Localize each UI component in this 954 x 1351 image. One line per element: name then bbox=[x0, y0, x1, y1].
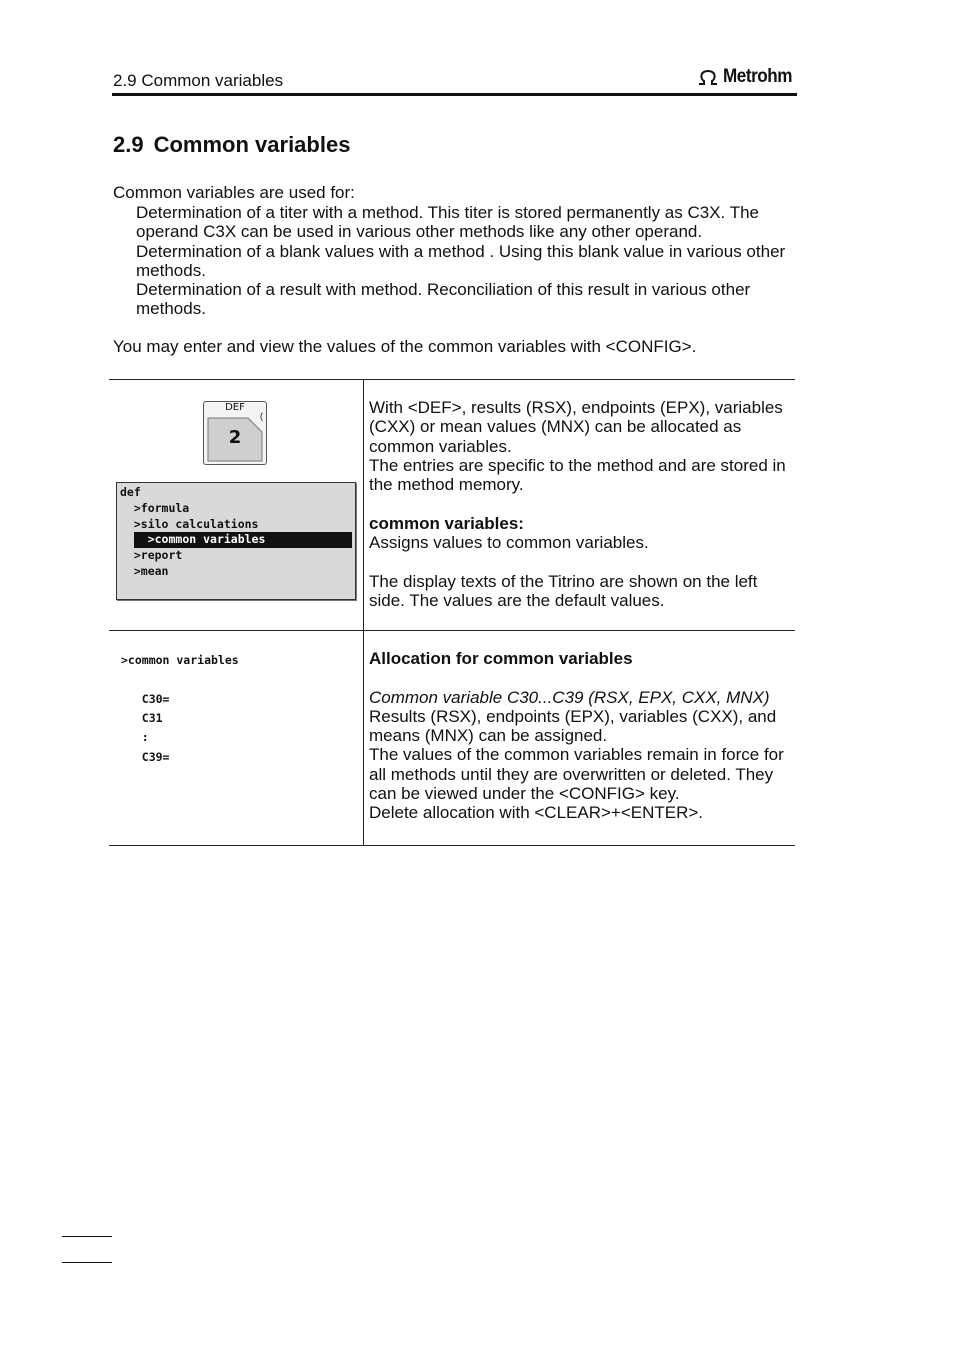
table-rule-top bbox=[109, 379, 795, 380]
metrohm-logo bbox=[697, 66, 800, 88]
allocation-heading: Allocation for common variables bbox=[369, 649, 633, 668]
usage-line: methods. bbox=[136, 260, 206, 280]
usage-line: Determination of a titer with a method. This titer is stored permanently as C3X. The bbox=[136, 203, 759, 222]
def-description bbox=[369, 398, 794, 610]
omega-logo-icon bbox=[697, 68, 719, 86]
lcd-menu-line: >mean bbox=[120, 564, 169, 578]
display-line: C30= bbox=[121, 692, 170, 706]
text-line: With <DEF>, results (RSX), endpoints (EPX), variables bbox=[369, 398, 783, 417]
text-line: can be viewed under the <CONFIG> key. bbox=[369, 784, 680, 804]
def-key-2 bbox=[203, 401, 267, 465]
text-line: side. The values are the default values. bbox=[369, 590, 665, 610]
text-line: (CXX) or mean values (MNX) can be allocated as bbox=[369, 417, 742, 437]
running-header: 2.9 Common variables bbox=[113, 71, 284, 90]
lcd-menu-line: def bbox=[120, 485, 141, 499]
intro-text: Common variables are used for: bbox=[113, 183, 355, 202]
text-line: means (MNX) can be assigned. bbox=[369, 726, 608, 746]
display-line: C39= bbox=[121, 750, 170, 764]
lcd-menu-line: >silo calculations bbox=[120, 517, 259, 531]
section-title-text: Common variables bbox=[153, 132, 351, 157]
display-line: C31 bbox=[121, 711, 163, 725]
text-line: all methods until they are overwritten or deleted. They bbox=[369, 764, 774, 784]
lcd-menu-line: >formula bbox=[120, 501, 190, 515]
margin-rule-upper bbox=[62, 1236, 112, 1237]
subheading: common variables: bbox=[369, 513, 524, 533]
logo-text: Metrohm bbox=[723, 66, 793, 87]
section-number: 2.9 bbox=[113, 132, 144, 157]
text-line: the method memory. bbox=[369, 475, 524, 495]
lcd-def-menu bbox=[116, 482, 356, 600]
margin-rule-lower bbox=[62, 1262, 112, 1263]
text-line: Assigns values to common variables. bbox=[369, 533, 649, 553]
usage-line: Determination of a result with method. Reconciliation of this result in various other bbox=[136, 280, 751, 300]
text-line: The display texts of the Titrino are shown on the left bbox=[369, 571, 758, 591]
table-column-divider bbox=[363, 379, 364, 846]
allocation-description bbox=[369, 649, 794, 823]
text-line: Delete allocation with <CLEAR>+<ENTER>. bbox=[369, 803, 704, 823]
config-note: You may enter and view the values of the common variables with <CONFIG>. bbox=[113, 337, 697, 356]
text-line: common variables. bbox=[369, 436, 512, 456]
usage-line: methods. bbox=[136, 299, 206, 319]
text-line: The values of the common variables remain in force for bbox=[369, 745, 784, 765]
section-title bbox=[113, 132, 350, 158]
usage-line: operand C3X can be used in various other methods like any other operand. bbox=[136, 222, 703, 242]
usage-line: Determination of a blank values with a method . Using this blank value in various other bbox=[136, 241, 786, 261]
lcd-menu-line: >report bbox=[120, 548, 183, 562]
lcd-selected-item: >common variables bbox=[134, 532, 352, 548]
display-line: >common variables bbox=[121, 653, 239, 667]
header-rule bbox=[112, 93, 797, 96]
text-line: The entries are specific to the method and are stored in bbox=[369, 455, 786, 475]
key-label: DEF bbox=[225, 402, 245, 413]
usage-list bbox=[136, 203, 796, 319]
table-rule-bottom bbox=[109, 845, 795, 846]
display-line: : bbox=[121, 730, 149, 744]
text-line: Results (RSX), endpoints (EPX), variables (CXX), and bbox=[369, 706, 777, 726]
parameter-name: Common variable C30...C39 (RSX, EPX, CXX, MNX) bbox=[369, 687, 770, 707]
key-secondary-label: ( bbox=[260, 411, 263, 421]
key-number: 2 bbox=[228, 427, 242, 448]
lcd-menu-line-selected bbox=[120, 532, 352, 548]
table-rule-middle bbox=[109, 630, 795, 631]
